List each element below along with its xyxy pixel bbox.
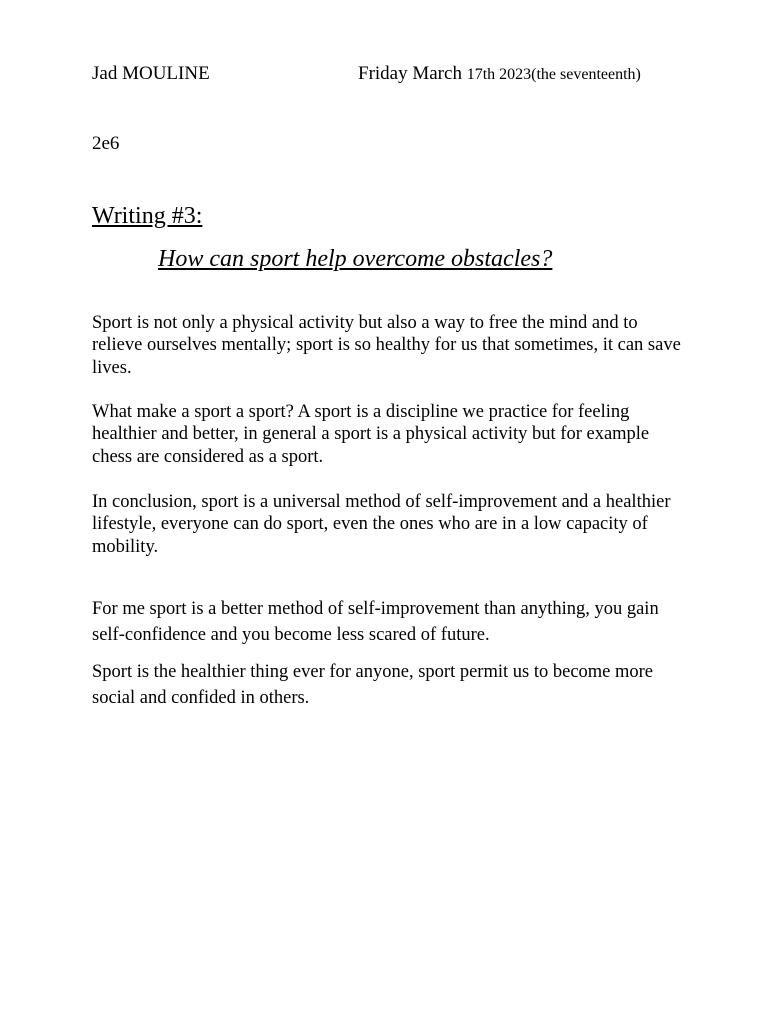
paragraph-2: What make a sport a sport? A sport is a discipline we practice for feeling healthier and better, in general a sport is a physical activity but for example chess are considered as a sport.: [92, 402, 650, 467]
document-date: [358, 63, 641, 86]
paragraph-1: Sport is not only a physical activity but also a way to free the mind and to relieve ourselves mentally; sport is so healthy for us that sometimes, it can save lives.: [92, 313, 681, 378]
paragraph-3: In conclusion, sport is a universal method of self-improvement and a healthier lifestyle, everyone can do sport, even the ones who are in a low capacity of mobility.: [92, 492, 671, 557]
writing-title: Writing #3:: [92, 203, 203, 229]
date-main: Friday March: [358, 63, 467, 84]
class-code: 2e6: [92, 133, 120, 154]
date-detail: 17th 2023(the seventeenth): [466, 66, 641, 83]
paragraph-5: Sport is the healthier thing ever for anyone, sport permit us to become more social and confided in others.: [92, 662, 654, 708]
essay-question: How can sport help overcome obstacles?: [158, 246, 553, 272]
author-name: Jad MOULINE: [92, 63, 210, 84]
paragraph-4: For me sport is a better method of self-improvement than anything, you gain self-confidence and you become less scared of future.: [92, 599, 659, 645]
